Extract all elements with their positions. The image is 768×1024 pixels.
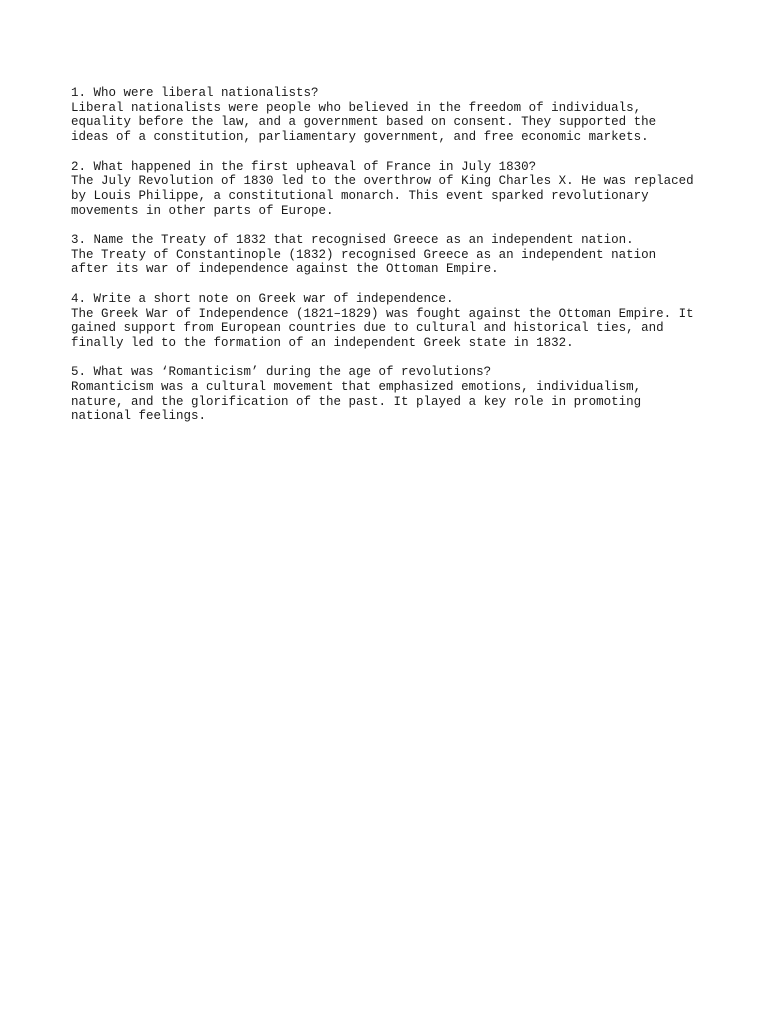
answer-line: ideas of a constitution, parliamentary government, and free economic markets.: [71, 130, 649, 145]
question-text: 5. What was ‘Romanticism’ during the age of revolutions?: [71, 365, 492, 380]
document-body: [71, 86, 731, 439]
answer-line: nature, and the glorification of the past. It played a key role in promoting: [71, 394, 642, 409]
answer-line: The Treaty of Constantinople (1832) recognised Greece as an independent nation: [71, 247, 657, 262]
question-text: 4. Write a short note on Greek war of independence.: [71, 291, 454, 306]
answer-line: Romanticism was a cultural movement that emphasized emotions, individualism,: [71, 380, 642, 394]
answer-line: after its war of independence against the Ottoman Empire.: [71, 262, 499, 277]
answer-line: gained support from European countries due to cultural and historical ties, and: [71, 321, 664, 336]
qa-item-5: [71, 365, 731, 424]
answer-line: by Louis Philippe, a constitutional monarch. This event sparked revolutionary: [71, 188, 649, 203]
qa-item-2: [71, 160, 731, 219]
qa-item-4: [71, 292, 731, 351]
answer-line: national feelings.: [71, 409, 207, 424]
qa-item-3: [71, 233, 731, 277]
answer-line: The July Revolution of 1830 led to the overthrow of King Charles X. He was replaced: [71, 174, 694, 189]
answer-line: movements in other parts of Europe.: [71, 203, 334, 218]
qa-item-1: [71, 86, 731, 145]
answer-line: Liberal nationalists were people who believed in the freedom of individuals,: [71, 100, 642, 115]
answer-line: finally led to the formation of an independent Greek state in 1832.: [71, 335, 574, 350]
question-text: 1. Who were liberal nationalists?: [71, 86, 319, 100]
answer-line: The Greek War of Independence (1821–1829) was fought against the Ottoman Empire. It: [71, 306, 694, 321]
answer-line: equality before the law, and a government based on consent. They supported the: [71, 115, 657, 130]
question-text: 2. What happened in the first upheaval of France in July 1830?: [71, 159, 537, 174]
question-text: 3. Name the Treaty of 1832 that recognised Greece as an independent nation.: [71, 233, 634, 247]
